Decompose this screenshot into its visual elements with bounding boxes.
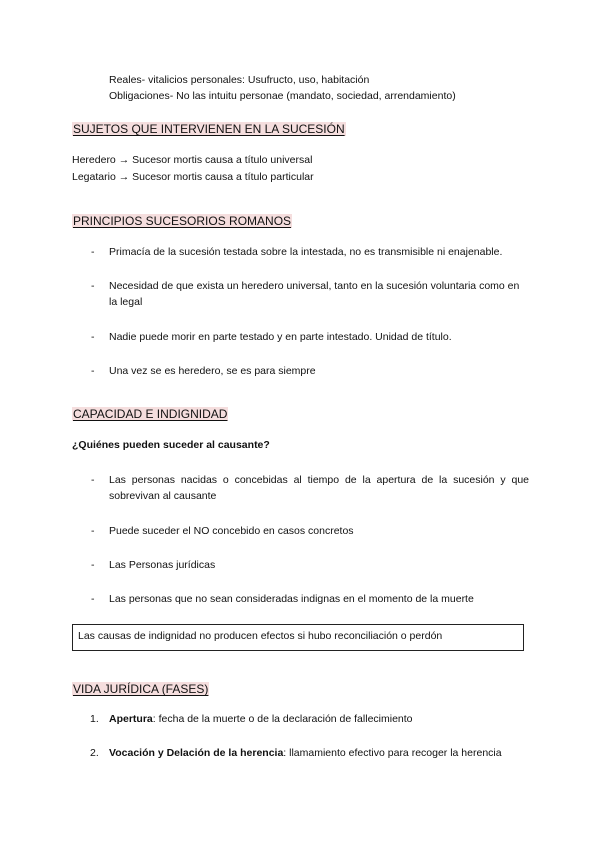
term-description: : fecha de la muerte o de la declaración de fallecimiento <box>152 713 413 725</box>
section-heading-sujetos: SUJETOS QUE INTERVIENEN EN LA SUCESIÓN <box>73 122 345 136</box>
term-vocacion: Vocación y Delación de la herencia <box>109 747 284 759</box>
capacidad-item: Las Personas jurídicas <box>109 559 216 571</box>
section-heading-vida: VIDA JURÍDICA (FASES) <box>73 682 209 696</box>
bullet-dash: - <box>91 474 95 486</box>
principio-item: Nadie puede morir en parte testado y en parte intestado. Unidad de título. <box>109 331 452 343</box>
capacidad-item: Las personas nacidas o concebidas al tiempo de la apertura de la sucesión y que sobrevivan al causante <box>109 474 529 502</box>
principio-item: Necesidad de que exista un heredero universal, tanto en la sucesión voluntaria como en la legal <box>109 280 520 308</box>
bullet-dash: - <box>91 559 95 571</box>
bullet-dash: - <box>91 331 95 343</box>
term-apertura: Apertura <box>109 713 153 725</box>
bullet-dash: - <box>91 246 95 258</box>
capacidad-question: ¿Quiénes pueden suceder al causante? <box>72 439 270 451</box>
principio-item: Primacía de la sucesión testada sobre la intestada, no es transmisible ni enajenable. <box>109 246 503 258</box>
intro-obligaciones: Obligaciones- No las intuitu personae (mandato, sociedad, arrendamiento) <box>109 90 456 102</box>
bullet-dash: - <box>91 525 95 537</box>
sujeto-heredero: Heredero → Sucesor mortis causa a título universal <box>72 154 313 166</box>
bullet-dash: - <box>91 280 95 292</box>
section-heading-capacidad: CAPACIDAD E INDIGNIDAD <box>73 407 228 421</box>
numbered-item-text <box>109 745 502 761</box>
section-heading-principios: PRINCIPIOS SUCESORIOS ROMANOS <box>73 214 292 228</box>
bullet-dash: - <box>91 365 95 377</box>
bullet-dash: - <box>91 593 95 605</box>
item-number: 1. <box>90 713 99 725</box>
numbered-item-text <box>109 711 413 727</box>
capacidad-item: Las personas que no sean consideradas indignas en el momento de la muerte <box>109 593 474 605</box>
item-number: 2. <box>90 747 99 759</box>
intro-reales: Reales- vitalicios personales: Usufructo, uso, habitación <box>109 74 370 86</box>
boxed-note <box>72 624 524 651</box>
principio-item: Una vez se es heredero, se es para siempre <box>109 365 316 377</box>
sujeto-legatario: Legatario → Sucesor mortis causa a título particular <box>72 171 314 183</box>
boxed-note-text: Las causas de indignidad no producen efectos si hubo reconciliación o perdón <box>78 630 443 642</box>
capacidad-item: Puede suceder el NO concebido en casos concretos <box>109 525 354 537</box>
term-description: : llamamiento efectivo para recoger la herencia <box>283 747 502 759</box>
